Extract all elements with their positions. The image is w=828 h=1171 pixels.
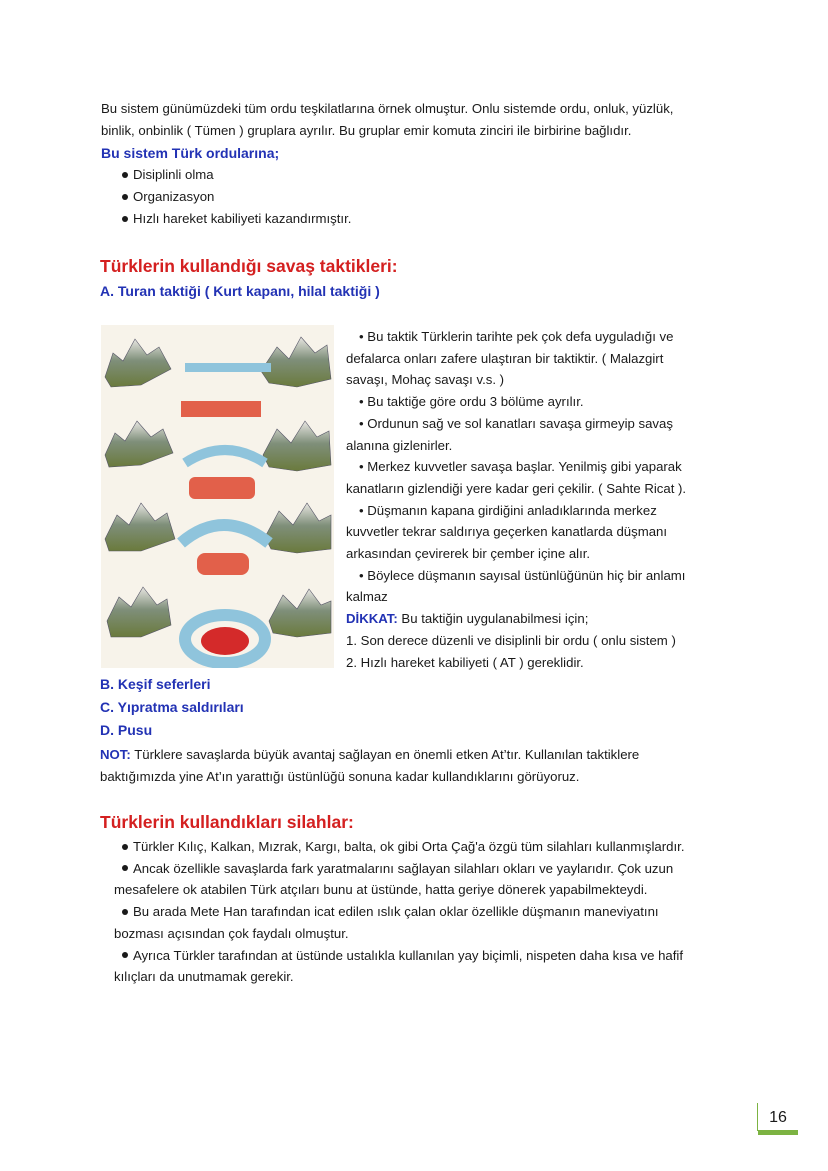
list-item: Organizasyon bbox=[122, 186, 351, 208]
weapons-line: Türkler Kılıç, Kalkan, Mızrak, Kargı, balta, ok gibi Orta Çağ'a özgü tüm silahları kullanmışlardır. bbox=[114, 836, 684, 858]
section-heading: Türklerin kullandığı savaş taktikleri: bbox=[100, 256, 398, 276]
weapons-line: Ayrıca Türkler tarafından at üstünde ustalıkla kullanılan yay biçimli, nispeten daha kısa ve hafif bbox=[114, 945, 684, 967]
bullet-icon bbox=[122, 194, 128, 200]
list-item: Hızlı hareket kabiliyeti kazandırmıştır. bbox=[122, 208, 351, 230]
section-heading: Türklerin kullandıkları silahlar: bbox=[100, 812, 354, 832]
tactic-line: • Düşmanın kapana girdiğini anladıklarında merkez bbox=[359, 502, 657, 518]
section-subheading: A. Turan taktiği ( Kurt kapanı, hilal taktiği ) bbox=[100, 283, 380, 299]
weapons-line: Bu arada Mete Han tarafından icat edilen ıslık çalan oklar özellikle düşmanın maneviyatını bbox=[114, 901, 684, 923]
tactic-line: defalarca onları zafere ulaştıran bir taktiktir. ( Malazgirt bbox=[346, 350, 664, 366]
section-subheading: C. Yıpratma saldırıları bbox=[100, 699, 244, 715]
requirement-2: 2. Hızlı hareket kabiliyeti ( AT ) gereklidir. bbox=[346, 654, 584, 670]
page-number: 16 bbox=[769, 1109, 787, 1126]
requirement-1: 1. Son derece düzenli ve disiplinli bir ordu ( onlu sistem ) bbox=[346, 632, 676, 648]
section-subheading: B. Keşif seferleri bbox=[100, 676, 211, 692]
tactic-line: savaşı, Mohaç savaşı v.s. ) bbox=[346, 372, 505, 388]
bullet-icon bbox=[122, 865, 128, 871]
weapons-line: kılıçları da unutmamak gerekir. bbox=[114, 969, 294, 985]
tactic-line: kanatların gizlendiği yere kadar geri çekilir. ( Sahte Ricat ). bbox=[346, 480, 687, 496]
tactic-line: • Bu taktiğe göre ordu 3 bölüme ayrılır. bbox=[359, 394, 584, 410]
weapons-line: bozması açısından çok faydalı olmuştur. bbox=[114, 925, 349, 941]
section-subheading: D. Pusu bbox=[100, 722, 153, 738]
tactic-line: kuvvetler tekrar saldırıya geçerken kanatlarda düşmanı bbox=[346, 524, 668, 540]
stage-1 bbox=[105, 337, 331, 417]
list-item: Disiplinli olma bbox=[122, 164, 351, 186]
dikkat-note: DİKKAT: Bu taktiğin uygulanabilmesi için; bbox=[346, 611, 589, 627]
page-number-box bbox=[758, 1103, 798, 1135]
bullet-icon bbox=[122, 844, 128, 850]
tactic-line: arkasından çevirerek bir çember içine alır. bbox=[346, 546, 591, 562]
intro-bullet-list bbox=[122, 164, 351, 230]
bullet-icon bbox=[122, 952, 128, 958]
intro-line: Bu sistem günümüzdeki tüm ordu teşkilatlarına örnek olmuştur. Onlu sistemde ordu, onluk, yüzlük, bbox=[101, 101, 674, 116]
weapons-line: Ancak özellikle savaşlarda fark yaratmalarını sağlayan silahları okları ve yaylarıdır. Çok uzun bbox=[114, 858, 684, 880]
note-line: NOT: Türklere savaşlarda büyük avantaj sağlayan en önemli etken At’tır. Kullanılan taktiklere bbox=[100, 747, 640, 762]
tactic-line: kalmaz bbox=[346, 589, 388, 605]
tactic-line: alanına gizlenirler. bbox=[346, 437, 453, 453]
tactic-diagram bbox=[101, 325, 334, 668]
stage-4 bbox=[107, 587, 331, 663]
not-label: NOT: bbox=[100, 747, 131, 762]
dikkat-label: DİKKAT: bbox=[346, 611, 398, 627]
note-line: baktığımızda yine At’ın yarattığı üstünlüğü sonuna kadar kullandıklarını görüyoruz. bbox=[100, 769, 580, 784]
intro-line: binlik, onbinlik ( Tümen ) gruplara ayrılır. Bu gruplar emir komuta zinciri ile birbirine bağlıdır. bbox=[101, 123, 632, 138]
tactic-description bbox=[346, 326, 686, 673]
stage-2 bbox=[105, 421, 331, 499]
tactic-line: • Bu taktik Türklerin tarihte pek çok defa uyguladığı ve bbox=[359, 329, 674, 344]
weapons-line: mesafelere ok atabilen Türk atçıları bunu at üstünde, hatta geriye dönerek yapabilmekteydi. bbox=[114, 882, 648, 898]
page-number-accent-bar bbox=[758, 1130, 798, 1135]
page-number-divider bbox=[757, 1103, 758, 1131]
tactic-line: • Böylece düşmanın sayısal üstünlüğünün hiç bir anlamı bbox=[359, 567, 686, 583]
turan-tactic-illustration bbox=[101, 325, 334, 668]
bullet-icon bbox=[122, 909, 128, 915]
weapons-description bbox=[114, 836, 684, 988]
tactic-line: • Merkez kuvvetler savaşa başlar. Yenilmiş gibi yaparak bbox=[359, 459, 682, 475]
tactic-line: • Ordunun sağ ve sol kanatları savaşa girmeyip savaş bbox=[359, 415, 673, 431]
bullet-icon bbox=[122, 216, 128, 222]
bullet-icon bbox=[122, 172, 128, 178]
stage-3 bbox=[105, 503, 331, 575]
intro-subheading: Bu sistem Türk ordularına; bbox=[101, 145, 280, 161]
